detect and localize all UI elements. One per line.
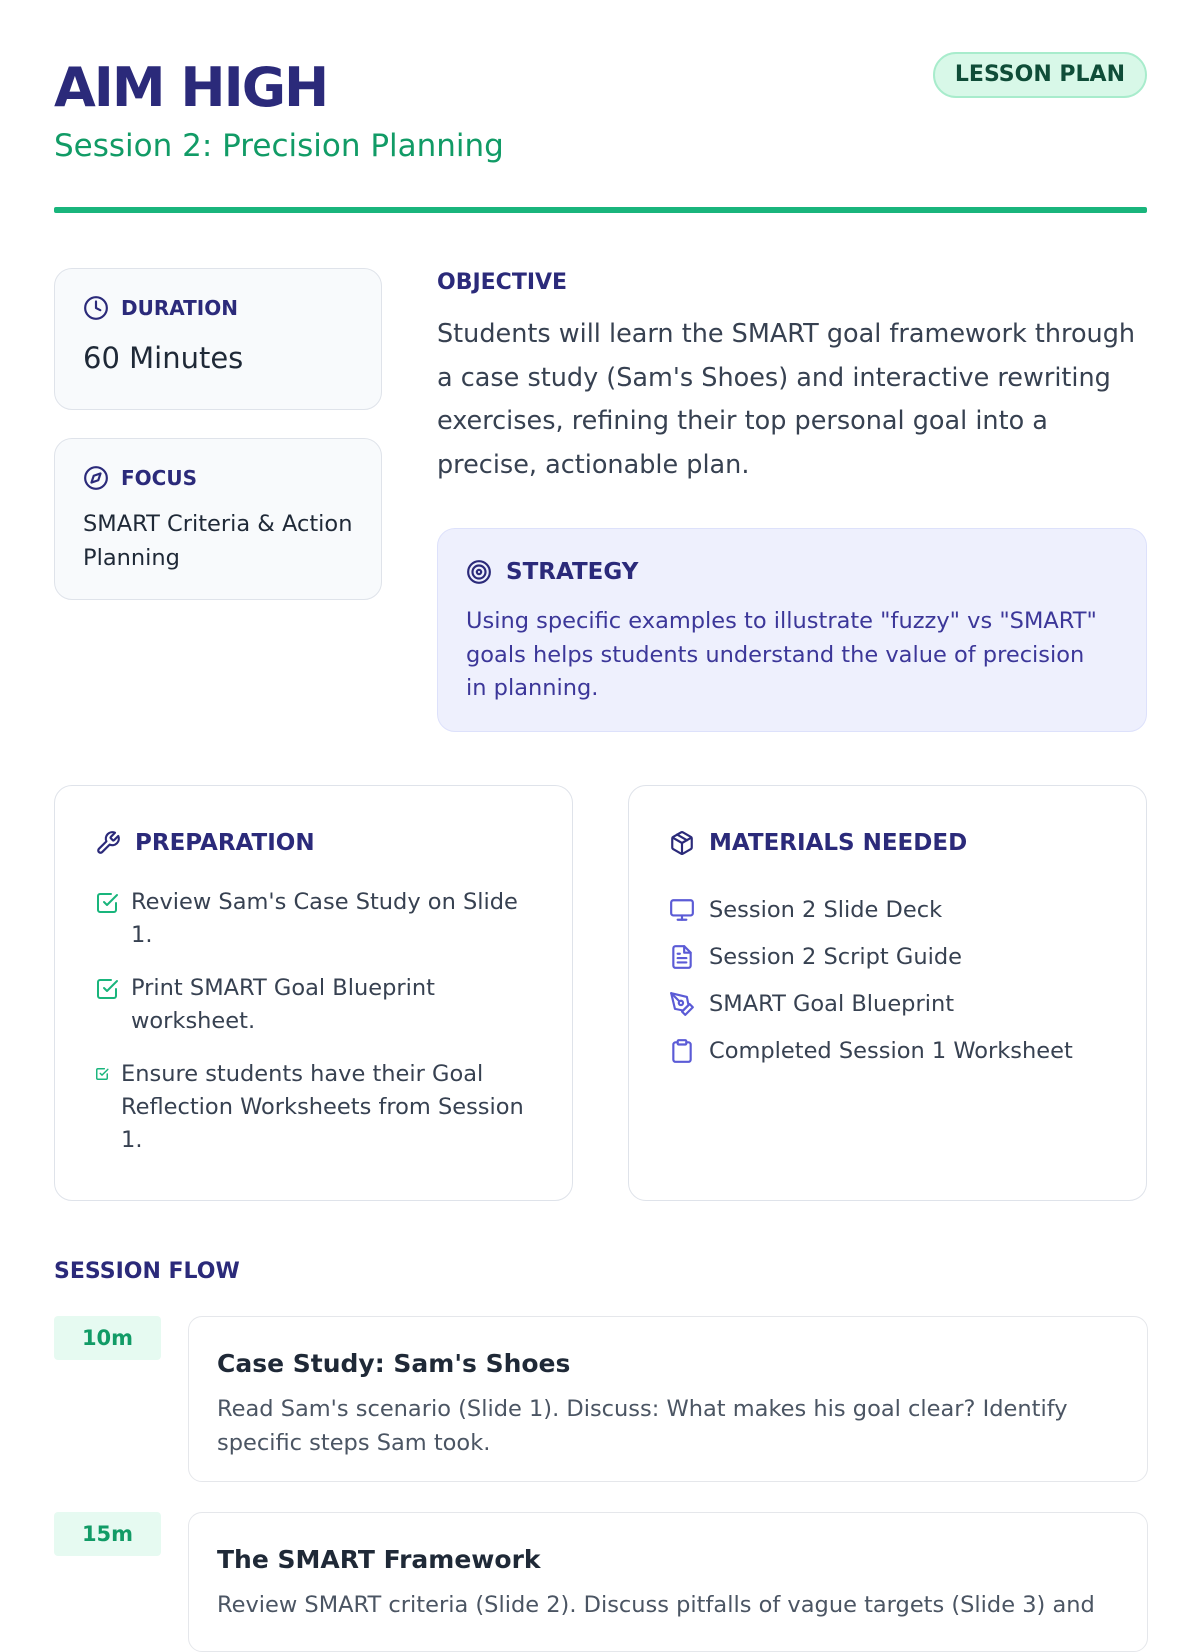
duration-label-row: [83, 295, 238, 321]
session-step-card: [188, 1316, 1148, 1482]
list-item: [669, 933, 1119, 980]
list-item: [669, 1027, 1119, 1074]
strategy-label-row: [466, 559, 638, 585]
list-item: [95, 1058, 545, 1157]
lesson-plan-page: [54, 0, 1147, 1618]
monitor-icon: [669, 897, 695, 923]
clipboard-icon: [669, 1038, 695, 1064]
list-item: [669, 980, 1119, 1027]
objective-text: Students will learn the SMART goal framework through a case study (Sam's Shoes) and interactive rewriting exercises, refining their top personal goal into a precise, actionable plan.: [437, 319, 1136, 480]
materials-list: [669, 886, 1119, 1074]
clock-icon: [83, 295, 109, 321]
session-subtitle: Session 2: Precision Planning: [54, 128, 504, 164]
materials-title-row: [669, 830, 967, 856]
duration-label: DURATION: [121, 296, 238, 320]
material-item-text: Session 2 Slide Deck: [709, 896, 943, 923]
preparation-item-text: Ensure students have their Goal Reflection Worksheets from Session 1.: [121, 1061, 524, 1153]
list-item: [95, 886, 545, 952]
wrench-icon: [95, 830, 121, 856]
duration-value: 60 Minutes: [83, 341, 244, 375]
material-item-text: Completed Session 1 Worksheet: [709, 1037, 1073, 1064]
brand-title: AIM HIGH: [54, 56, 328, 119]
focus-card: [54, 438, 382, 600]
step-description: Read Sam's scenario (Slide 1). Discuss: What makes his goal clear? Identify specific steps Sam took.: [217, 1396, 1068, 1456]
focus-label-row: [83, 465, 197, 491]
preparation-item-text: Print SMART Goal Blueprint worksheet.: [131, 975, 435, 1034]
preparation-title-row: [95, 830, 315, 856]
materials-panel: [628, 785, 1147, 1201]
duration-card: [54, 268, 382, 410]
list-item: [95, 972, 545, 1038]
strategy-callout: [437, 528, 1147, 732]
step-time-badge: 10m: [54, 1316, 161, 1360]
header-divider: [54, 207, 1147, 213]
preparation-title: PREPARATION: [135, 830, 315, 856]
materials-title: MATERIALS NEEDED: [709, 830, 968, 856]
compass-icon: [83, 465, 109, 491]
focus-value: SMART Criteria & Action Planning: [83, 511, 353, 571]
box-icon: [669, 830, 695, 856]
document-icon: [669, 944, 695, 970]
session-flow-heading: SESSION FLOW: [54, 1259, 240, 1284]
step-description: Review SMART criteria (Slide 2). Discuss pitfalls of vague targets (Slide 3) and: [217, 1592, 1095, 1618]
checkbox-checked-icon: [95, 891, 119, 915]
lesson-plan-badge: LESSON PLAN: [933, 52, 1147, 98]
preparation-item-text: Review Sam's Case Study on Slide 1.: [131, 889, 518, 948]
strategy-label: STRATEGY: [506, 559, 639, 585]
session-step-card: [188, 1512, 1148, 1652]
list-item: [669, 886, 1119, 933]
preparation-list: [95, 886, 545, 1177]
objective-heading: OBJECTIVE: [437, 270, 568, 295]
material-item-text: SMART Goal Blueprint: [709, 990, 955, 1017]
preparation-panel: [54, 785, 573, 1201]
step-title: The SMART Framework: [217, 1545, 541, 1574]
material-item-text: Session 2 Script Guide: [709, 943, 962, 970]
pen-tool-icon: [669, 991, 695, 1017]
header: [54, 56, 1147, 216]
strategy-text: Using specific examples to illustrate "fuzzy" vs "SMART" goals helps students understand the value of precision in planning.: [466, 608, 1097, 701]
step-time-badge: 15m: [54, 1512, 161, 1556]
checkbox-checked-icon: [95, 977, 119, 1001]
target-icon: [466, 559, 492, 585]
step-title: Case Study: Sam's Shoes: [217, 1349, 571, 1378]
focus-label: FOCUS: [121, 466, 197, 490]
checkbox-checked-icon: [95, 1067, 109, 1081]
